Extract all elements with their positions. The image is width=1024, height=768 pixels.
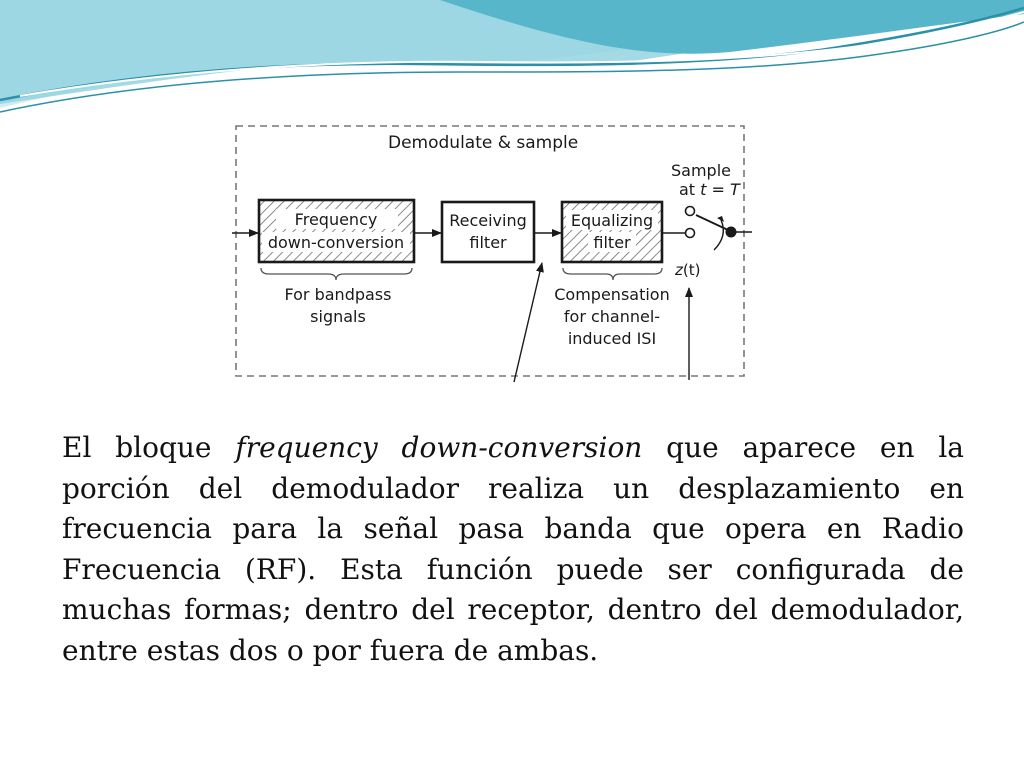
sample-label-line1: Sample (671, 161, 731, 180)
bandpass-note-line2: signals (310, 307, 366, 326)
block2-line1: Receiving (449, 211, 527, 230)
block-receiving-filter (442, 202, 534, 262)
bandpass-note-line1: For bandpass (284, 285, 392, 304)
paragraph-italic-term: frequency down-conversion (235, 431, 643, 464)
compensation-note-line2: for channel- (563, 307, 661, 326)
sample-label-line2: at t = T (679, 180, 740, 199)
output-label-zt: z(t) (675, 261, 701, 279)
block3-line1: Equalizing (570, 211, 654, 230)
block-frequency-down-conversion (259, 200, 414, 262)
compensation-note-line1: Compensation (554, 285, 670, 304)
block3-line2: filter (593, 233, 631, 252)
block-equalizing-filter (562, 202, 662, 262)
block2-line2: filter (469, 233, 507, 252)
sampling-switch (686, 207, 753, 251)
block-diagram (228, 118, 754, 388)
diagram-title: Demodulate & sample (388, 133, 579, 153)
compensation-note-line3: induced ISI (567, 329, 657, 348)
explanation-paragraph (62, 428, 964, 671)
paragraph-part1: El bloque (62, 431, 236, 464)
block1-line1: Frequency (294, 210, 378, 229)
compensation-brace (563, 268, 662, 280)
demodulate-sample-diagram (228, 118, 754, 388)
header-wave-decoration (0, 0, 1024, 130)
block1-line2: down-conversion (267, 233, 405, 252)
paragraph-part2: que aparece en la porción del demodulador realiza un desplazamiento en frecuencia para la señal pasa banda que opera en Radio Frecuencia (RF). Esta función puede ser configurada de muchas formas; dentro del receptor, dentro del demodulador, entre estas dos o por fuera de ambas. (62, 431, 964, 667)
bandpass-brace (261, 268, 412, 280)
diagonal-arrow (514, 263, 542, 382)
